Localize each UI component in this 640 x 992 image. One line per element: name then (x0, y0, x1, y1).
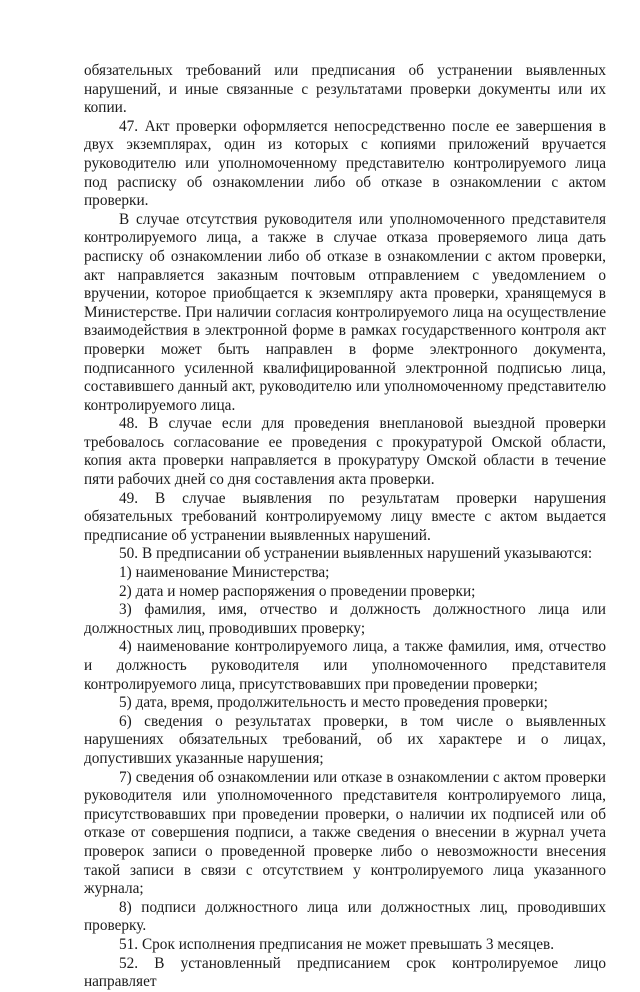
list-item-5: 5) дата, время, продолжительность и место проведения проверки; (119, 694, 548, 712)
list-item-8: 8) подписи должностного лица или должностных лиц, проводивших проверку. (84, 898, 606, 935)
list-item-4: 4) наименование контролируемого лица, а также фамилия, имя, отчество и должность руководителя или уполномоченного представителя контролируемого лица, присутствовавших при проведении проверки; (84, 638, 606, 693)
paragraph-49: 49. В случае выявления по результатам проверки нарушения обязательных требований контролируемому лицу вместе с актом выдается предписание об устранении выявленных нарушений. (84, 489, 606, 544)
list-item-7: 7) сведения об ознакомлении или отказе в ознакомлении с актом проверки руководителя или уполномоченного представителя контролируемого лица, присутствовавших при проведении проверки, о наличии их подписей или об отказе от совершения подписи, а также сведения о внесении в журнал учета проверок записи о проведенной проверке либо о невозможности внесения такой записи в связи с отсутствием у контролируемого лица указанного журнала; (84, 768, 606, 898)
paragraph-47: 47. Акт проверки оформляется непосредственно после ее завершения в двух экземплярах, один из которых с копиями приложений вручается руководителю или уполномоченному представителю контролируемого лица под расписку об ознакомлении либо об отказе в ознакомлении с актом проверки. (84, 117, 606, 210)
paragraph-50: 50. В предписании об устранении выявленных нарушений указываются: (119, 545, 593, 563)
paragraph-51: 51. Срок исполнения предписания не может превышать 3 месяцев. (119, 935, 555, 953)
paragraph-52: 52. В установленный предписанием срок контролируемое лицо направляет (84, 954, 606, 991)
list-item-6: 6) сведения о результатах проверки, в том числе о выявленных нарушениях обязательных требований, об их характере и о лицах, допустивших указанные нарушения; (84, 712, 606, 767)
paragraph-48: 48. В случае если для проведения внеплановой выездной проверки требовалось согласование ее проведения с прокуратурой Омской области, копия акта проверки направляется в прокуратуру Омской области в течение пяти рабочих дней со дня составления акта проверки. (84, 415, 606, 489)
list-item-1: 1) наименование Министерства; (119, 564, 330, 582)
list-item-2: 2) дата и номер распоряжения о проведении проверки; (119, 582, 476, 600)
paragraph-continuation: обязательных требований или предписания об устранении выявленных нарушений, и иные связанные с результатами проверки документы или их копии. (84, 62, 606, 117)
list-item-3: 3) фамилия, имя, отчество и должность должностного лица или должностных лиц, проводивших проверку; (84, 601, 606, 637)
paragraph-47-absence: В случае отсутствия руководителя или уполномоченного представителя контролируемого лица, а также в случае отказа проверяемого лица дать расписку об ознакомлении либо об отказе в ознакомлении с актом проверки, акт направляется заказным почтовым отправлением с уведомлением о вручении, которое приобщается к экземпляру акта проверки, хранящемуся в Министерстве. При наличии согласия контролируемого лица на осуществление взаимодействия в электронной форме в рамках государственного контроля акт проверки может быть направлен в форме электронного документа, подписанного усиленной квалифицированной электронной подписью лица, составившего данный акт, руководителю или уполномоченному представителю контролируемого лица. (84, 210, 606, 414)
